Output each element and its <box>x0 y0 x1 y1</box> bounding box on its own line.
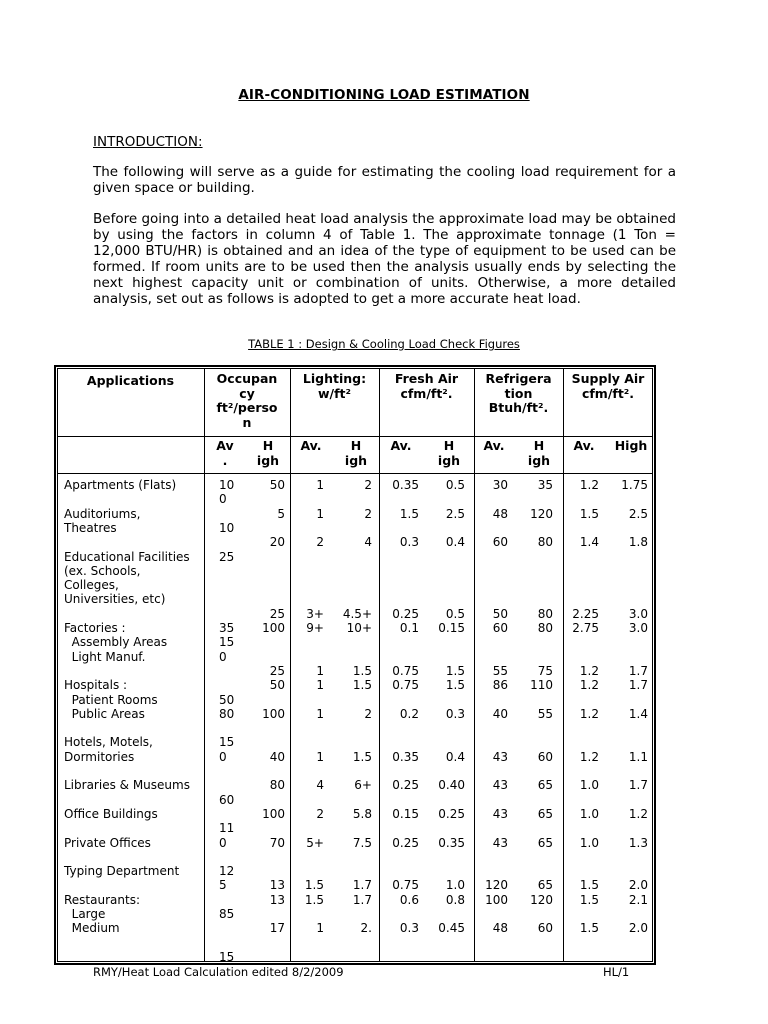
application-name: Factories : <box>64 621 126 635</box>
application-name: Hotels, Motels, <box>64 735 153 750</box>
subheader-occ-high <box>250 439 286 468</box>
header-lighting <box>290 372 379 401</box>
fresh-air-average: 0.25 <box>392 835 419 850</box>
subheader-line: H <box>533 438 545 453</box>
occupancy-high: 50 <box>269 678 285 693</box>
refrigeration-high: 120 <box>530 506 553 521</box>
fresh-air-high: 0.25 <box>438 806 465 821</box>
fresh-air-high: 0.40 <box>438 778 465 793</box>
subheader-fresh-av: Av. <box>390 438 412 453</box>
subheader-line: igh <box>527 452 551 468</box>
header-refrigeration <box>474 372 563 416</box>
occupancy-average: 12 <box>219 864 235 879</box>
refrigeration-average: 50 <box>492 606 508 621</box>
fresh-air-high: 2.5 <box>445 506 465 521</box>
fresh-air-average: 0.6 <box>399 892 419 907</box>
occupancy-high: 70 <box>269 835 285 850</box>
application-name: Assembly Areas <box>64 635 168 650</box>
application-name: Medium <box>64 921 120 936</box>
refrigeration-high: 65 <box>537 835 553 850</box>
fresh-air-average: 0.75 <box>392 678 419 693</box>
supply-air-average: 1.0 <box>579 806 599 821</box>
occupancy-high: 5 <box>277 506 285 521</box>
subheader-line: igh <box>344 452 368 468</box>
fresh-air-high: 1.5 <box>445 678 465 693</box>
refrigeration-average: 48 <box>492 506 508 521</box>
supply-air-high: 1.2 <box>628 806 648 821</box>
application-name: Apartments (Flats) <box>64 478 177 492</box>
supply-air-average: 1.5 <box>579 921 599 936</box>
lighting-average: 1 <box>316 706 324 721</box>
supply-air-high: 1.3 <box>628 835 648 850</box>
supply-air-high: 2.5 <box>628 506 648 521</box>
fresh-air-average: 0.35 <box>392 478 419 492</box>
lighting-high: 2 <box>364 478 372 492</box>
lighting-average: 1 <box>316 663 324 678</box>
subheader-ref-high <box>521 439 557 468</box>
header-line: Occupan <box>216 371 278 386</box>
fresh-air-average: 0.35 <box>392 749 419 764</box>
lighting-high: 1.7 <box>352 878 372 893</box>
occupancy-average: 80 <box>219 706 235 721</box>
occupancy-high: 20 <box>269 535 285 550</box>
intro-heading: INTRODUCTION: <box>93 134 203 150</box>
fresh-air-high: 0.5 <box>445 606 465 621</box>
lighting-average: 1 <box>316 506 324 521</box>
supply-air-average: 1.2 <box>579 478 599 492</box>
refrigeration-high: 55 <box>537 706 553 721</box>
supply-air-high: 1.1 <box>628 749 648 764</box>
refrigeration-average: 60 <box>492 535 508 550</box>
occupancy-average: 35 <box>219 621 235 635</box>
table-divider <box>204 368 205 962</box>
lighting-average: 1 <box>316 921 324 936</box>
supply-air-average: 1.5 <box>579 878 599 893</box>
lighting-high: 4.5+ <box>342 606 372 621</box>
subheader-line: H <box>443 438 455 453</box>
application-name: Colleges, <box>64 578 119 593</box>
subheader-sup-av: Av. <box>573 438 595 453</box>
supply-air-average: 1.0 <box>579 778 599 793</box>
supply-air-average: 1.2 <box>579 706 599 721</box>
supply-air-high: 3.0 <box>628 606 648 621</box>
header-line: cy <box>239 385 255 401</box>
header-line: Btuh/ft². <box>488 400 549 415</box>
occupancy-high: 50 <box>269 478 285 492</box>
subheader-line: igh <box>437 452 461 468</box>
refrigeration-high: 80 <box>537 621 553 635</box>
occupancy-average: 0 <box>219 835 227 850</box>
lighting-average: 1.5 <box>304 878 324 893</box>
fresh-air-average: 0.75 <box>392 878 419 893</box>
application-name: Universities, etc) <box>64 592 166 607</box>
refrigeration-high: 35 <box>537 478 553 492</box>
occupancy-average: 85 <box>219 907 235 921</box>
supply-air-high: 1.7 <box>628 778 648 793</box>
application-name: Typing Department <box>64 864 180 879</box>
refrigeration-average: 43 <box>492 778 508 793</box>
header-divider <box>57 436 653 437</box>
refrigeration-average: 43 <box>492 749 508 764</box>
occupancy-average: 0 <box>219 649 227 664</box>
footer-left: RMY/Heat Load Calculation edited 8/2/2009 <box>93 965 344 979</box>
occupancy-average: 5 <box>219 878 227 893</box>
subheader-light-high <box>338 439 374 468</box>
lighting-average: 2 <box>316 806 324 821</box>
fresh-air-high: 0.4 <box>445 535 465 550</box>
occupancy-average: 15 <box>219 949 235 964</box>
occupancy-high: 100 <box>262 806 285 821</box>
header-line: ft²/perso <box>216 400 278 415</box>
lighting-high: 5.8 <box>352 806 372 821</box>
subheader-light-av: Av. <box>300 438 322 453</box>
application-name: Patient Rooms <box>64 692 158 707</box>
header-line: n <box>242 414 252 430</box>
fresh-air-high: 0.5 <box>445 478 465 492</box>
fresh-air-average: 1.5 <box>399 506 419 521</box>
lighting-high: 6+ <box>354 778 372 793</box>
supply-air-high: 2.1 <box>628 892 648 907</box>
subheader-fresh-high <box>431 439 467 468</box>
supply-air-average: 2.25 <box>572 606 599 621</box>
subheader-ref-av: Av. <box>483 438 505 453</box>
occupancy-average: 50 <box>219 692 235 707</box>
supply-air-average: 2.75 <box>572 621 599 635</box>
refrigeration-high: 60 <box>537 921 553 936</box>
fresh-air-high: 0.8 <box>445 892 465 907</box>
occupancy-average: 10 <box>219 520 235 535</box>
intro-paragraph-1: The following will serve as a guide for estimating the cooling load requirement for a given space or building. <box>93 164 676 196</box>
refrigeration-high: 120 <box>530 892 553 907</box>
occupancy-average: 10 <box>219 478 235 492</box>
fresh-air-high: 0.4 <box>445 749 465 764</box>
occupancy-high: 25 <box>269 606 285 621</box>
refrigeration-average: 100 <box>485 892 508 907</box>
refrigeration-average: 60 <box>492 621 508 635</box>
lighting-average: 1 <box>316 678 324 693</box>
refrigeration-high: 65 <box>537 878 553 893</box>
lighting-average: 1 <box>316 749 324 764</box>
refrigeration-high: 80 <box>537 606 553 621</box>
occupancy-high: 25 <box>269 663 285 678</box>
occupancy-high: 40 <box>269 749 285 764</box>
lighting-average: 9+ <box>306 621 324 635</box>
application-name: Public Areas <box>64 706 145 721</box>
refrigeration-average: 30 <box>492 478 508 492</box>
supply-air-average: 1.0 <box>579 835 599 850</box>
application-name: Dormitories <box>64 749 135 764</box>
header-line: Refrigera <box>485 371 552 386</box>
application-name: Large <box>64 907 106 921</box>
lighting-high: 1.5 <box>352 749 372 764</box>
fresh-air-high: 0.3 <box>445 706 465 721</box>
header-line: cfm/ft². <box>400 385 453 401</box>
header-line: w/ft² <box>317 385 351 401</box>
supply-air-high: 1.75 <box>621 478 648 492</box>
subheader-line: H <box>262 438 274 453</box>
supply-air-average: 1.5 <box>579 892 599 907</box>
fresh-air-average: 0.15 <box>392 806 419 821</box>
fresh-air-high: 0.15 <box>438 621 465 635</box>
refrigeration-high: 60 <box>537 749 553 764</box>
occupancy-high: 17 <box>269 921 285 936</box>
application-name: Private Offices <box>64 835 151 850</box>
supply-air-high: 1.7 <box>628 678 648 693</box>
subheader-line: H <box>350 438 362 453</box>
fresh-air-average: 0.1 <box>399 621 419 635</box>
application-name: Light Manuf. <box>64 649 146 664</box>
refrigeration-average: 40 <box>492 706 508 721</box>
supply-air-high: 1.7 <box>628 663 648 678</box>
header-line: tion <box>504 385 533 401</box>
refrigeration-high: 110 <box>530 678 553 693</box>
supply-air-average: 1.2 <box>579 749 599 764</box>
refrigeration-average: 86 <box>492 678 508 693</box>
supply-air-average: 1.2 <box>579 678 599 693</box>
table-caption: TABLE 1 : Design & Cooling Load Check Figures <box>248 337 520 351</box>
supply-air-average: 1.5 <box>579 506 599 521</box>
lighting-high: 2. <box>360 921 372 936</box>
subheader-occ-av <box>210 439 240 468</box>
application-name: Hospitals : <box>64 678 128 693</box>
refrigeration-average: 120 <box>485 878 508 893</box>
lighting-high: 1.5 <box>352 663 372 678</box>
application-name: (ex. Schools, <box>64 563 141 578</box>
subheader-line: Av <box>216 438 234 453</box>
page-title: AIR-CONDITIONING LOAD ESTIMATION <box>238 87 530 103</box>
application-name: Theatres <box>64 520 117 535</box>
occupancy-average: 0 <box>219 492 227 507</box>
header-line: Fresh Air <box>394 371 459 386</box>
subheader-divider <box>57 473 653 474</box>
lighting-high: 2 <box>364 706 372 721</box>
application-name: Libraries & Museums <box>64 778 190 793</box>
fresh-air-average: 0.3 <box>399 535 419 550</box>
subheader-sup-high: High <box>614 438 648 453</box>
lighting-high: 1.7 <box>352 892 372 907</box>
occupancy-average: 15 <box>219 635 235 650</box>
refrigeration-high: 75 <box>537 663 553 678</box>
occupancy-high: 13 <box>269 878 285 893</box>
header-fresh-air <box>379 372 474 401</box>
fresh-air-high: 0.45 <box>438 921 465 936</box>
header-applications: Applications <box>86 373 175 388</box>
subheader-line: . <box>222 452 228 468</box>
lighting-high: 7.5 <box>352 835 372 850</box>
occupancy-high: 80 <box>269 778 285 793</box>
supply-air-high: 1.4 <box>628 706 648 721</box>
application-name: Educational Facilities <box>64 549 190 564</box>
header-line: Supply Air <box>571 371 645 386</box>
fresh-air-average: 0.25 <box>392 606 419 621</box>
refrigeration-average: 48 <box>492 921 508 936</box>
occupancy-average: 25 <box>219 549 235 564</box>
occupancy-average: 60 <box>219 792 235 807</box>
fresh-air-high: 1.5 <box>445 663 465 678</box>
subheader-line: igh <box>256 452 280 468</box>
supply-air-high: 2.0 <box>628 878 648 893</box>
occupancy-high: 100 <box>262 706 285 721</box>
refrigeration-average: 55 <box>492 663 508 678</box>
footer-page-number: HL/1 <box>603 965 630 979</box>
header-line: Lighting: <box>302 371 367 386</box>
application-name: Auditoriums, <box>64 506 141 521</box>
refrigeration-high: 65 <box>537 778 553 793</box>
refrigeration-high: 80 <box>537 535 553 550</box>
occupancy-average: 15 <box>219 735 235 750</box>
intro-paragraph-2: Before going into a detailed heat load analysis the approximate load may be obtained by using the factors in column 4 of Table 1. The approximate tonnage (1 Ton = 12,000 BTU/HR) is obtained and an idea of the type of equipment to be used can be formed. If room units are to be used then the analysis usually ends by selecting the next highest capacity unit or combination of units. Otherwise, a more detailed analysis, set out as follows is adopted to get a more accurate heat load. <box>93 211 676 307</box>
occupancy-average: 11 <box>219 821 235 836</box>
refrigeration-average: 43 <box>492 806 508 821</box>
lighting-high: 10+ <box>346 621 372 635</box>
header-occupancy <box>204 372 290 430</box>
application-name: Office Buildings <box>64 806 158 821</box>
supply-air-high: 2.0 <box>628 921 648 936</box>
lighting-average: 1 <box>316 478 324 492</box>
fresh-air-average: 0.75 <box>392 663 419 678</box>
application-name: Restaurants: <box>64 892 140 907</box>
lighting-high: 2 <box>364 506 372 521</box>
lighting-average: 2 <box>316 535 324 550</box>
fresh-air-high: 0.35 <box>438 835 465 850</box>
occupancy-average: 0 <box>219 749 227 764</box>
occupancy-high: 13 <box>269 892 285 907</box>
fresh-air-high: 1.0 <box>445 878 465 893</box>
fresh-air-average: 0.25 <box>392 778 419 793</box>
occupancy-high: 100 <box>262 621 285 635</box>
supply-air-average: 1.2 <box>579 663 599 678</box>
lighting-high: 1.5 <box>352 678 372 693</box>
fresh-air-average: 0.2 <box>399 706 419 721</box>
lighting-average: 5+ <box>306 835 324 850</box>
lighting-average: 1.5 <box>304 892 324 907</box>
lighting-average: 4 <box>316 778 324 793</box>
supply-air-high: 1.8 <box>628 535 648 550</box>
lighting-average: 3+ <box>306 606 324 621</box>
fresh-air-average: 0.3 <box>399 921 419 936</box>
lighting-high: 4 <box>364 535 372 550</box>
refrigeration-average: 43 <box>492 835 508 850</box>
supply-air-average: 1.4 <box>579 535 599 550</box>
supply-air-high: 3.0 <box>628 621 648 635</box>
refrigeration-high: 65 <box>537 806 553 821</box>
header-supply-air <box>563 372 653 401</box>
header-line: cfm/ft². <box>581 385 635 401</box>
